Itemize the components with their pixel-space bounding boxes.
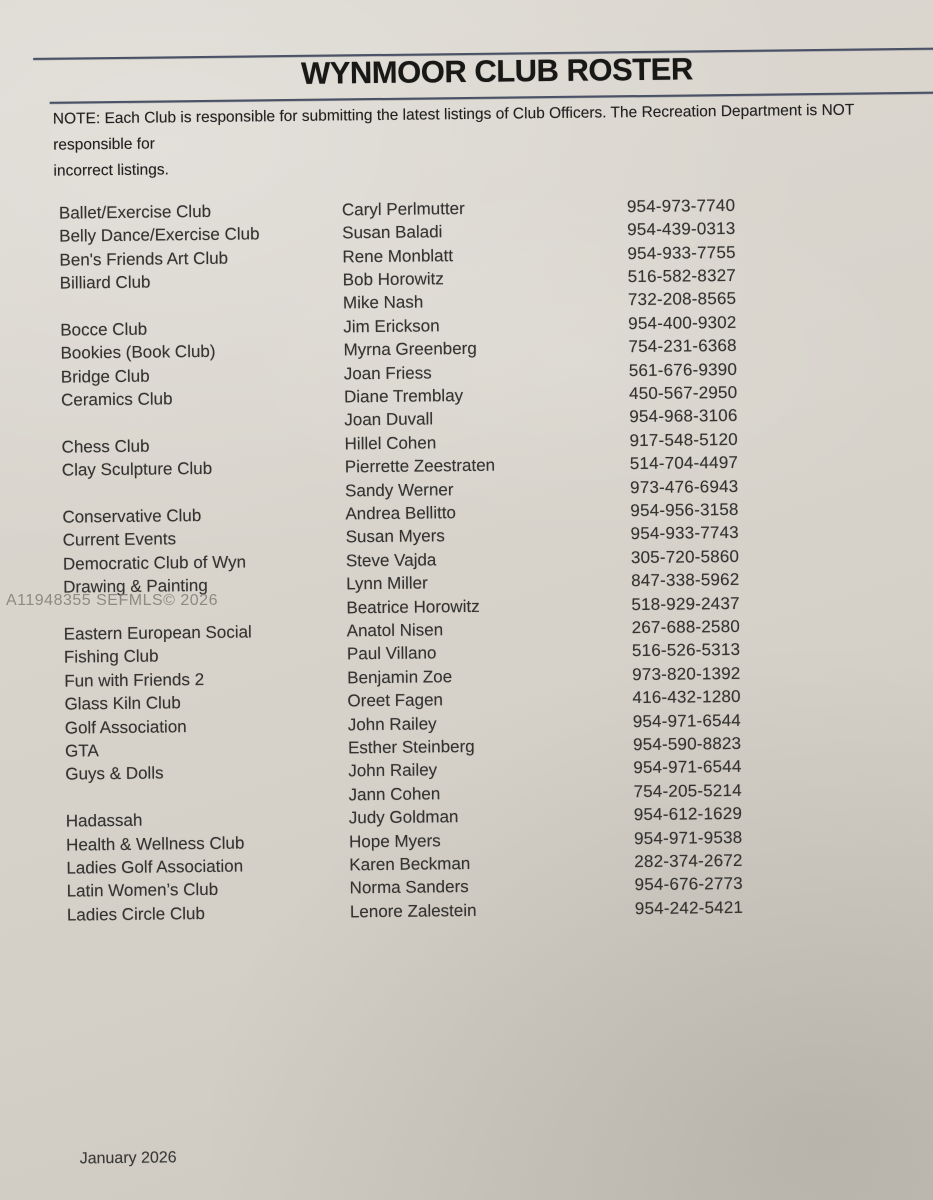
club-name: Hadassah	[65, 810, 143, 831]
officer-name: Judy Goldman	[348, 807, 459, 828]
phone-number: 954-612-1629	[633, 804, 743, 825]
officer-name: Pierrette Zeestraten	[344, 455, 496, 477]
officer-name: Jann Cohen	[348, 784, 441, 805]
phone-number: 954-400-9302	[628, 312, 737, 333]
club-name	[61, 421, 344, 424]
phone-number: 954-971-9538	[633, 827, 743, 848]
phone-number: 305-720-5860	[630, 546, 740, 567]
officer-name: John Railey	[348, 760, 438, 781]
club-name: Ladies Circle Club	[66, 903, 205, 925]
officer-name: Steve Vajda	[345, 550, 437, 571]
phone-number: 514-704-4497	[629, 453, 739, 474]
officer-name: Susan Myers	[345, 526, 445, 547]
officer-name: Esther Steinberg	[347, 736, 475, 758]
officer-name: Andrea Bellitto	[345, 503, 457, 524]
phone-number: 954-971-6544	[632, 710, 742, 731]
page-title: WYNMOOR CLUB ROSTER	[300, 51, 693, 91]
phone-number: 973-476-6943	[629, 476, 739, 497]
club-name: Ladies Golf Association	[66, 856, 244, 878]
phone-number: 282-374-2672	[634, 850, 743, 872]
officer-name: Paul Villano	[346, 643, 437, 664]
club-name: Bridge Club	[60, 366, 150, 387]
officer-name: Bob Horowitz	[342, 269, 444, 290]
phone-number: 267-688-2580	[631, 616, 741, 638]
phone-number: 954-242-5421	[634, 897, 744, 919]
club-name: Golf Association	[64, 716, 187, 738]
phone-number: 416-432-1280	[632, 687, 741, 708]
club-name: Fun with Friends 2	[64, 669, 205, 691]
officer-name: Oreet Fagen	[347, 690, 444, 711]
phone-number: 954-676-2773	[634, 874, 743, 895]
club-name: Billiard Club	[59, 272, 151, 293]
club-name: Fishing Club	[63, 646, 159, 667]
officer-name: Rene Monblatt	[342, 245, 454, 266]
club-name: Conservative Club	[62, 505, 202, 527]
club-name: Ceramics Club	[60, 389, 173, 410]
officer-name: Myrna Greenberg	[343, 339, 477, 360]
phone-number: 954-590-8823	[632, 733, 742, 755]
officer-name: Susan Baladi	[342, 222, 443, 243]
officer-name: Karen Beckman	[349, 854, 471, 875]
watermark: A11948355 SEFMLS© 2026	[6, 592, 218, 609]
officer-name: Anatol Nisen	[346, 620, 444, 641]
club-name: Chess Club	[61, 436, 150, 457]
club-name: Guys & Dolls	[65, 763, 164, 785]
phone-number: 954-973-7740	[626, 195, 736, 216]
note-line-2: incorrect listings.	[53, 161, 169, 180]
phone-number: 954-971-6544	[633, 757, 742, 778]
officer-name: Lynn Miller	[346, 573, 428, 594]
club-name: Latin Women’s Club	[66, 880, 219, 902]
club-name: Ben's Friends Art Club	[59, 248, 229, 270]
officer-name: John Railey	[347, 713, 437, 735]
officer-name: Diane Tremblay	[343, 385, 464, 407]
phone-number: 954-933-7743	[630, 523, 740, 544]
officer-name: Caryl Perlmutter	[341, 198, 465, 220]
phone-number: 917-548-5120	[629, 429, 738, 450]
club-name	[66, 795, 349, 798]
club-name: Current Events	[62, 529, 177, 550]
officer-name: Hillel Cohen	[344, 433, 437, 454]
phone-number: 516-582-8327	[627, 265, 737, 287]
club-name: Clay Sculpture Club	[61, 459, 213, 480]
phone-number: 516-526-5313	[631, 640, 741, 661]
club-name: Bookies (Book Club)	[60, 341, 216, 363]
club-name	[62, 491, 345, 494]
phone-number: 973-820-1392	[632, 663, 741, 684]
phone-number: 518-929-2437	[631, 593, 740, 614]
note-line-1: NOTE: Each Club is responsible for submitting the latest listings of Club Officers. The Recreation Department is NOT responsible for	[52, 101, 855, 154]
phone-number: 450-567-2950	[628, 382, 738, 404]
club-name: Ballet/Exercise Club	[58, 201, 212, 223]
officer-name: Lenore Zalestein	[349, 900, 477, 922]
club-name: Bocce Club	[60, 319, 148, 340]
club-name: Democratic Club of Wyn	[62, 552, 247, 574]
officer-name: Mike Nash	[342, 292, 424, 313]
phone-number: 954-956-3158	[630, 499, 739, 521]
officer-name: Sandy Werner	[345, 479, 454, 500]
club-name: Belly Dance/Exercise Club	[59, 224, 260, 246]
officer-name: Jim Erickson	[343, 316, 440, 337]
phone-number: 954-968-3106	[629, 406, 738, 427]
club-name: Health & Wellness Club	[66, 833, 245, 855]
officer-name: Benjamin Zoe	[347, 667, 453, 688]
officer-name: Beatrice Horowitz	[346, 596, 480, 617]
officer-name: Joan Duvall	[344, 409, 434, 430]
phone-number: 954-439-0313	[627, 219, 736, 240]
club-name: Drawing & Painting	[63, 576, 208, 597]
club-name	[60, 304, 343, 307]
phone-number: 732-208-8565	[627, 289, 737, 310]
phone-number: 754-231-6368	[628, 336, 737, 357]
club-name: GTA	[64, 741, 99, 761]
phone-number: 847-338-5962	[631, 570, 740, 591]
roster-table	[0, 192, 933, 928]
note-text	[53, 97, 912, 185]
club-name: Glass Kiln Club	[64, 693, 181, 714]
club-name: Eastern European Social	[63, 622, 252, 644]
footer-date: January 2026	[79, 1149, 177, 1168]
officer-name: Hope Myers	[348, 830, 441, 852]
officer-name: Norma Sanders	[349, 877, 469, 898]
phone-number: 561-676-9390	[628, 359, 738, 380]
phone-number: 754-205-5214	[633, 780, 742, 801]
phone-number: 954-933-7755	[627, 242, 736, 263]
officer-name: Joan Friess	[343, 362, 432, 383]
